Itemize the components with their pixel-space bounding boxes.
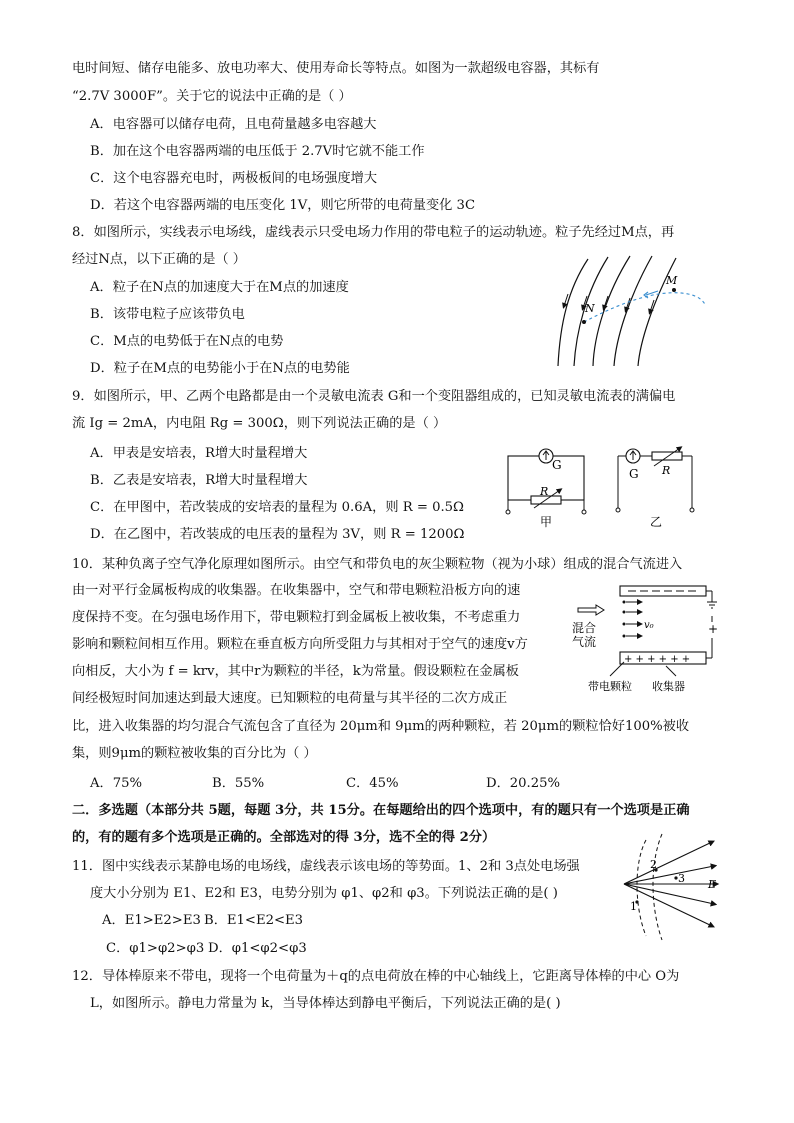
q10-option-d: D．20.25% [486,776,561,791]
q9-circuit-figure [500,442,710,532]
q8-option-c: C．M点的电势低于在N点的电势 [90,334,284,349]
q10-label-mix2: 气流 [572,635,597,649]
q9-label-jia: 甲 [540,515,553,529]
q11-field-figure [620,832,726,942]
q11-label-3: 3 [678,872,685,885]
q10-stem-line8: 集，则9μm的颗粒被收集的百分比为（ ） [72,746,317,761]
q10-stem-line2: 由一对平行金属板构成的收集器。在收集器中，空气和带电颗粒沿板方向的速 [72,583,521,598]
q11-label-1: 1 [630,900,637,913]
q10-stem-line1: 10．某种负离子空气净化原理如图所示。由空气和带负电的灰尘颗粒物（视为小球）组成的混合气流进入 [72,557,683,572]
q10-collector-figure [566,580,734,698]
q10-plate-plus: + + + + + + [624,654,691,665]
q9-yi-label-r: R [662,464,671,477]
q10-option-c: C．45% [346,776,399,791]
q10-stem-line3: 度保持不变。在匀强电场作用下，带电颗粒打到金属板上被收集，不考虑重力 [72,610,521,625]
section2-heading-line1: 二．多选题（本部分共 5题，每题 3分，共 15分。在每题给出的四个选项中，有的题只有一个选项是正确 [72,803,690,818]
q8-option-a: A．粒子在N点的加速度大于在M点的加速度 [90,280,349,295]
q12-stem-line2: L，如图所示。静电力常量为 k，当导体棒达到静电平衡后，下列说法正确的是( ) [90,996,561,1011]
q10-label-v0: v₀ [644,620,654,631]
q10-stem-line4: 影响和颗粒间相互作用。颗粒在垂直板方向所受阻力与其相对于空气的速度v方 [72,637,528,652]
q8-option-b: B．该带电粒子应该带负电 [90,307,245,322]
q8-point-n [582,320,586,324]
q7-stem-line1: 电时间短、储存电能多、放电功率大、使用寿命长等特点。如图为一款超级电容器，其标有 [72,61,600,76]
q10-stem-line5: 向相反，大小为 f = krv，其中r为颗粒的半径，k为常量。假设颗粒在金属板 [72,664,519,679]
q10-label-collector: 收集器 [652,680,685,693]
q10-option-b: B．55% [212,776,265,791]
q9-jia-label-r: R [540,485,549,498]
q9-option-c: C．在甲图中，若改装成的安培表的量程为 0.6A，则 R = 0.5Ω [90,500,464,515]
q8-stem-line2: 经过N点，以下正确的是（ ） [72,252,246,267]
q9-option-b: B．乙表是安培表，R增大时量程增大 [90,473,308,488]
q11-option-d: D．φ1<φ2<φ3 [208,941,307,956]
q7-option-a: A．电容器可以储存电荷，且电荷量越多电容越大 [90,117,377,132]
q11-label-2: 2 [650,858,657,871]
q9-option-a: A．甲表是安培表，R增大时量程增大 [90,446,308,461]
q9-label-yi: 乙 [650,515,663,529]
q9-yi-label-g: G [629,467,639,481]
q10-stem-line6: 间经极短时间加速达到最大速度。已知颗粒的电荷量与其半径的二次方成正 [72,691,508,706]
q8-label-m: M [666,274,678,287]
q8-label-n: N [585,302,595,315]
section2-heading-line2: 的，有的题有多个选项是正确的。全部选对的得 3分，选不全的得 2分） [72,830,496,845]
q11-option-a: A．E1>E2>E3 [102,913,201,928]
q11-label-e: E [708,878,717,891]
q7-option-c: C．这个电容器充电时，两极板间的电场强度增大 [90,171,378,186]
q8-stem-line1: 8．如图所示，实线表示电场线，虚线表示只受电场力作用的带电粒子的运动轨迹。粒子先经过M点，再 [72,225,675,240]
q10-label-mix1: 混合 [572,621,597,635]
q10-label-particle: 带电颗粒 [588,680,632,693]
q11-option-b: B．E1<E2<E3 [204,913,304,928]
q9-option-d: D．在乙图中，若改装成的电压表的量程为 3V，则 R = 1200Ω [90,527,465,542]
q9-jia-label-g: G [552,458,562,472]
q11-stem-line2: 度大小分别为 E1、E2和 E3，电势分别为 φ1、φ2和 φ3。下列说法正确的是( ) [90,886,558,901]
q12-stem-line1: 12．导体棒原来不带电，现将一个电荷量为＋q的点电荷放在棒的中心轴线上，它距离导体棒的中心 O为 [72,969,680,984]
q7-option-b: B．加在这个电容器两端的电压低于 2.7V时它就不能工作 [90,144,425,159]
q7-option-d: D．若这个电容器两端的电压变化 1V，则它所带的电荷量变化 3C [90,198,476,213]
q10-option-a: A．75% [90,776,143,791]
q10-stem-line7: 比，进入收集器的均匀混合气流包含了直径为 20μm和 9μm的两种颗粒，若 20μm的颗粒恰好100%被收 [72,719,690,734]
q9-stem-line1: 9．如图所示，甲、乙两个电路都是由一个灵敏电流表 G和一个变阻器组成的，已知灵敏电流表的满偏电 [72,389,676,404]
q10-plus-terminal: + [708,622,719,636]
q7-stem-line2: “2.7V 3000F”。关于它的说法中正确的是（ ） [72,89,352,104]
q8-point-m [672,288,676,292]
q11-option-c: C．φ1>φ2>φ3 [106,941,205,956]
q9-stem-line2: 流 Ig = 2mA，内电阻 Rg = 300Ω，则下列说法正确的是（ ） [72,416,447,431]
q8-field-figure [548,254,718,369]
q11-stem-line1: 11．图中实线表示某静电场的电场线，虚线表示该电场的等势面。1、2和 3点处电场强 [72,859,580,874]
q8-option-d: D．粒子在M点的电势能小于在N点的电势能 [90,361,350,376]
